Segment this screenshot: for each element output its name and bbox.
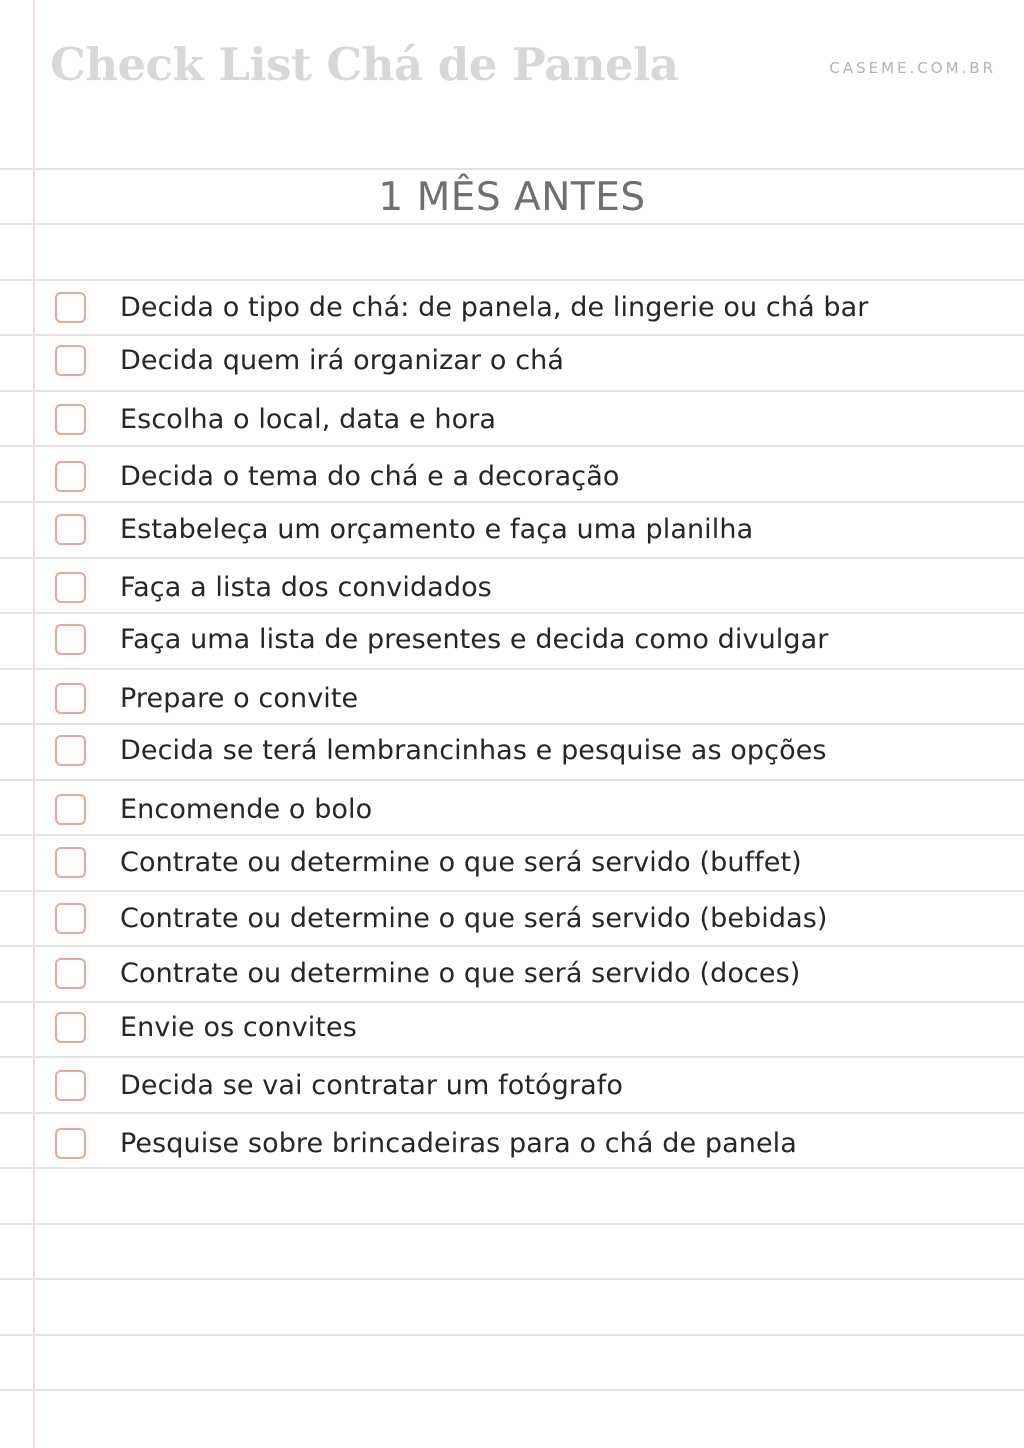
ruled-line [0, 723, 1024, 725]
checkbox[interactable] [55, 794, 86, 825]
checkbox[interactable] [55, 1012, 86, 1043]
checklist-item-label: Prepare o convite [120, 683, 359, 714]
checklist-item [0, 792, 1024, 832]
checklist-item-label: Decida o tipo de chá: de panela, de lingerie ou chá bar [120, 292, 869, 323]
ruled-line [0, 668, 1024, 670]
ruled-line [0, 1278, 1024, 1280]
checklist-item-label: Faça uma lista de presentes e decida como divulgar [120, 624, 829, 655]
checklist-item-label: Contrate ou determine o que será servido (doces) [120, 958, 801, 989]
checklist-item-label: Decida se vai contratar um fotógrafo [120, 1070, 623, 1101]
ruled-line [0, 945, 1024, 947]
checklist-item-label: Encomende o bolo [120, 794, 373, 825]
checklist-item-label: Envie os convites [120, 1012, 357, 1043]
ruled-line [0, 223, 1024, 225]
checkbox[interactable] [55, 461, 86, 492]
checklist-item [0, 290, 1024, 330]
ruled-line [0, 612, 1024, 614]
checklist-item [0, 622, 1024, 662]
checklist-item-label: Decida se terá lembrancinhas e pesquise as opções [120, 735, 827, 766]
ruled-line [0, 390, 1024, 392]
checkbox[interactable] [55, 958, 86, 989]
checklist-item [0, 901, 1024, 941]
checkbox[interactable] [55, 903, 86, 934]
checkbox[interactable] [55, 1128, 86, 1159]
checkbox[interactable] [55, 514, 86, 545]
checklist-item [0, 733, 1024, 773]
checkbox[interactable] [55, 847, 86, 878]
ruled-line [0, 890, 1024, 892]
checklist-item [0, 1010, 1024, 1050]
checklist-item [0, 845, 1024, 885]
checkbox[interactable] [55, 683, 86, 714]
checklist-item [0, 512, 1024, 552]
checklist-item [0, 1126, 1024, 1166]
checklist-item [0, 459, 1024, 499]
ruled-line [0, 445, 1024, 447]
page-title: Check List Chá de Panela [50, 38, 679, 91]
checkbox[interactable] [55, 624, 86, 655]
checklist-item-label: Decida o tema do chá e a decoração [120, 461, 620, 492]
checkbox[interactable] [55, 735, 86, 766]
checkbox[interactable] [55, 292, 86, 323]
ruled-line [0, 1389, 1024, 1391]
ruled-line [0, 168, 1024, 170]
ruled-line [0, 334, 1024, 336]
checklist-item [0, 343, 1024, 383]
checklist-item [0, 1068, 1024, 1108]
ruled-line [0, 834, 1024, 836]
checkbox[interactable] [55, 572, 86, 603]
checklist-item-label: Faça a lista dos convidados [120, 572, 492, 603]
checklist-item [0, 570, 1024, 610]
checklist-item-label: Estabeleça um orçamento e faça uma planilha [120, 514, 754, 545]
ruled-line [0, 1167, 1024, 1169]
section-heading: 1 MÊS ANTES [378, 175, 646, 220]
ruled-line [0, 1056, 1024, 1058]
ruled-line [0, 557, 1024, 559]
checklist-item-label: Escolha o local, data e hora [120, 404, 497, 435]
ruled-line [0, 1001, 1024, 1003]
ruled-line [0, 501, 1024, 503]
ruled-line [0, 1112, 1024, 1114]
checkbox[interactable] [55, 345, 86, 376]
checkbox[interactable] [55, 1070, 86, 1101]
checkbox[interactable] [55, 404, 86, 435]
ruled-line [0, 1223, 1024, 1225]
ruled-line [0, 1334, 1024, 1336]
checklist-item [0, 956, 1024, 996]
checklist-item [0, 681, 1024, 721]
ruled-line [0, 779, 1024, 781]
checklist-item [0, 402, 1024, 442]
site-url: CASEME.COM.BR [829, 59, 996, 77]
checklist-item-label: Contrate ou determine o que será servido (bebidas) [120, 903, 828, 934]
checklist-item-label: Decida quem irá organizar o chá [120, 345, 565, 376]
ruled-line [0, 279, 1024, 281]
checklist-item-label: Contrate ou determine o que será servido (buffet) [120, 847, 802, 878]
checklist-item-label: Pesquise sobre brincadeiras para o chá de panela [120, 1128, 797, 1159]
